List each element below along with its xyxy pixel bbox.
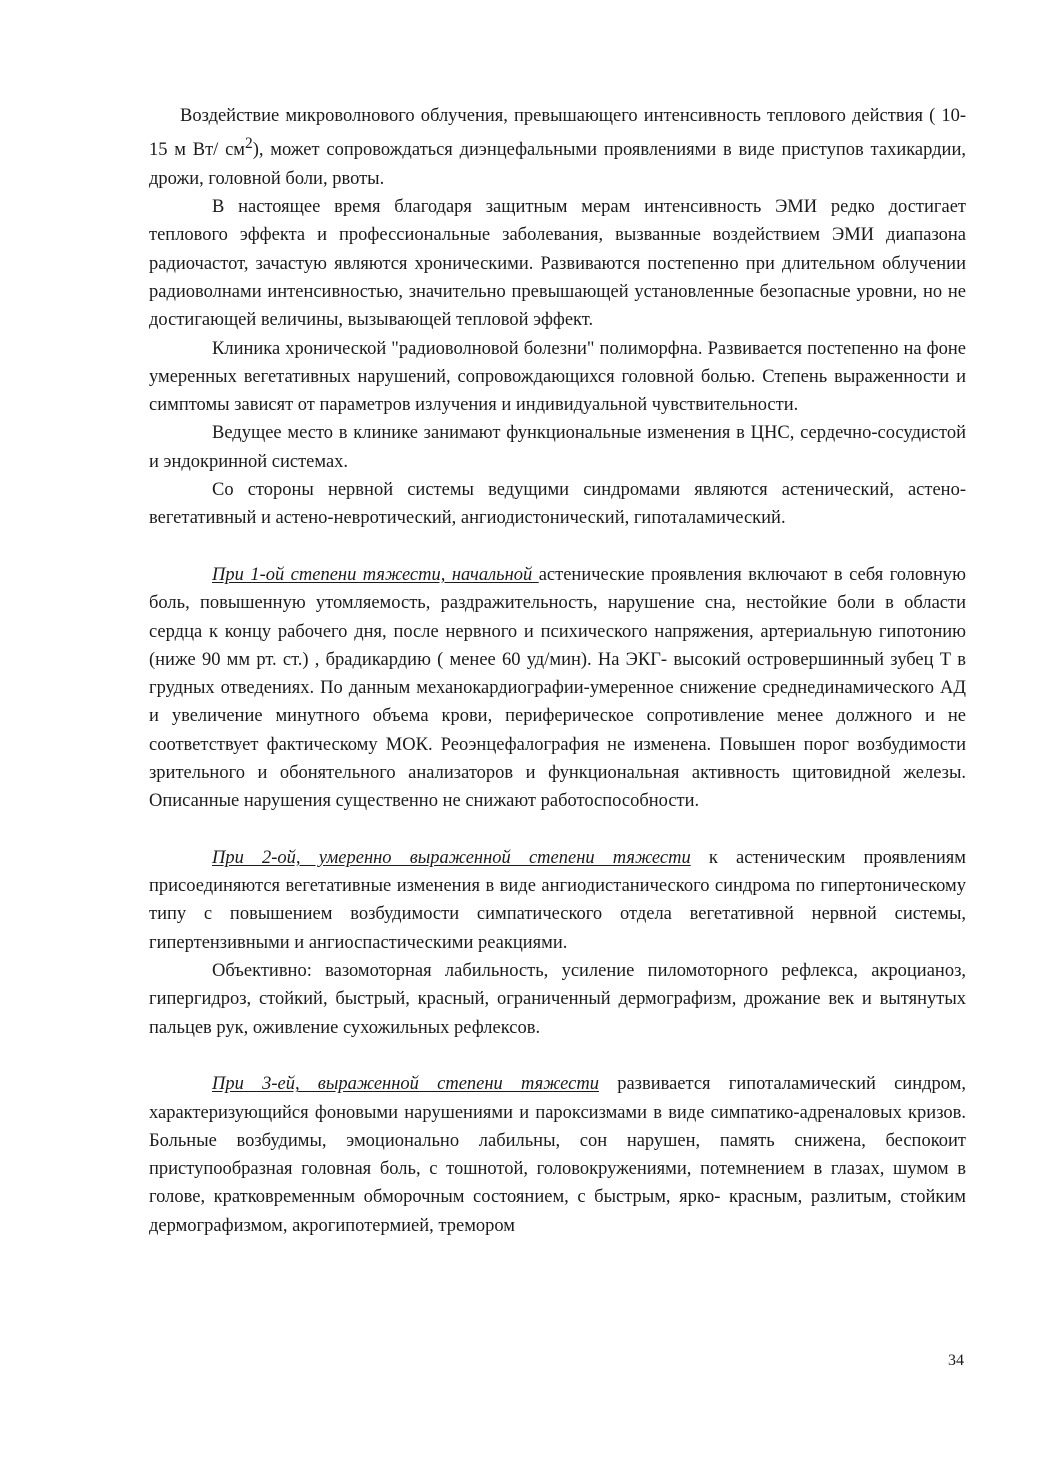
paragraph-severity-1 xyxy=(149,561,966,816)
paragraph-text: Ведущее место в клинике занимают функциональные изменения в ЦНС, сердечно-сосудистой и эндокринной системах. xyxy=(149,423,966,472)
paragraph-nervous-system xyxy=(149,476,966,533)
severity-heading: При 3-ей, выраженной степени тяжести xyxy=(212,1074,599,1095)
paragraph-current-situation xyxy=(149,193,966,334)
superscript: 2 xyxy=(245,135,253,153)
paragraph-text: Со стороны нервной системы ведущими синдромами являются астенический, астено-вегетативный и астено-невротический, ангиодистонический, гипоталамический. xyxy=(149,480,966,529)
document-body xyxy=(149,102,966,1240)
paragraph-text: к астеническим проявлениям присоединяются вегетативные изменения в виде ангиодистанического синдрома по гипертоническому типу с повышением возбудимости симпатического отдела вегетативной нервной системы, гипертензивными и ангиоспастическими реакциями. xyxy=(149,847,966,953)
severity-heading: При 1-ой степени тяжести, начальной xyxy=(212,564,539,585)
paragraph-text: Объективно: вазомоторная лабильность, усиление пиломоторного рефлекса, акроцианоз, гипергидроз, стойкий, быстрый, красный, ограниченный дермографизм, дрожание век и вытянутых пальцев рук, оживление сухожильных рефлексов. xyxy=(149,961,966,1038)
paragraph-severity-2 xyxy=(149,844,966,957)
paragraph-severity-3 xyxy=(149,1070,966,1240)
paragraph-text: ), может сопровождаться диэнцефальными проявлениями в виде приступов тахикардии, дрожи, головной боли, рвоты. xyxy=(149,140,966,189)
paragraph-text: астенические проявления включают в себя головную боль, повышенную утомляемость, раздражительность, нарушение сна, нестойкие боли в области сердца к концу рабочего дня, после нервного и психического напряжения, артериальную гипотонию (ниже 90 мм рт. ст.) , брадикардию ( менее 60 уд/мин). На ЭКГ- высокий островершинный зубец Т в грудных отведениях. По данным механокардиографии-умеренное снижение среднединамического АД и увеличение минутного объема крови, периферическое сопротивление менее должного и не соответствует фактическому МОК. Реоэнцефалография не изменена. Повышен порог возбудимости зрительного и обонятельного анализаторов и функциональная активность щитовидной железы. Описанные нарушения существенно не снижают работоспособности. xyxy=(149,564,966,812)
paragraph-objective xyxy=(149,957,966,1042)
paragraph-microwave-effect xyxy=(149,102,966,193)
page-number: 34 xyxy=(948,1352,964,1369)
paragraph-clinic xyxy=(149,335,966,420)
paragraph-text: Клиника хронической "радиоволновой болезни" полиморфна. Развивается постепенно на фоне умеренных вегетативных нарушений, сопровождающихся головной болью. Степень выраженности и симптомы зависят от параметров излучения и индивидуальной чувствительности. xyxy=(149,338,966,416)
paragraph-text: В настоящее время благодаря защитным мерам интенсивность ЭМИ редко достигает теплового эффекта и профессиональные заболевания, вызванные воздействием ЭМИ диапазона радиочастот, зачастую являются хроническими. Развиваются постепенно при длительном облучении радиоволнами интенсивностью, значительно превышающей установленные безопасные уровни, но не достигающей величины, вызывающей тепловой эффект. xyxy=(149,197,966,331)
severity-heading: При 2-ой, умеренно выраженной степени тяжести xyxy=(212,847,691,868)
paragraph-leading-place xyxy=(149,419,966,476)
paragraph-text: Воздействие микроволнового облучения, превышающего интенсивность теплового действия ( 10-15 м Вт/ см xyxy=(149,106,966,161)
paragraph-text: развивается гипоталамический синдром, характеризующийся фоновыми нарушениями и пароксизмами в виде симпатико-адреналовых кризов. Больные возбудимы, эмоционально лабильны, сон нарушен, память снижена, беспокоит приступообразная головная боль, с тошнотой, головокружениями, потемнением в глазах, шумом в голове, кратковременным обморочным состоянием, с быстрым, ярко- красным, разлитым, стойким дермографизмом, акрогипотермией, тремором xyxy=(149,1074,967,1236)
